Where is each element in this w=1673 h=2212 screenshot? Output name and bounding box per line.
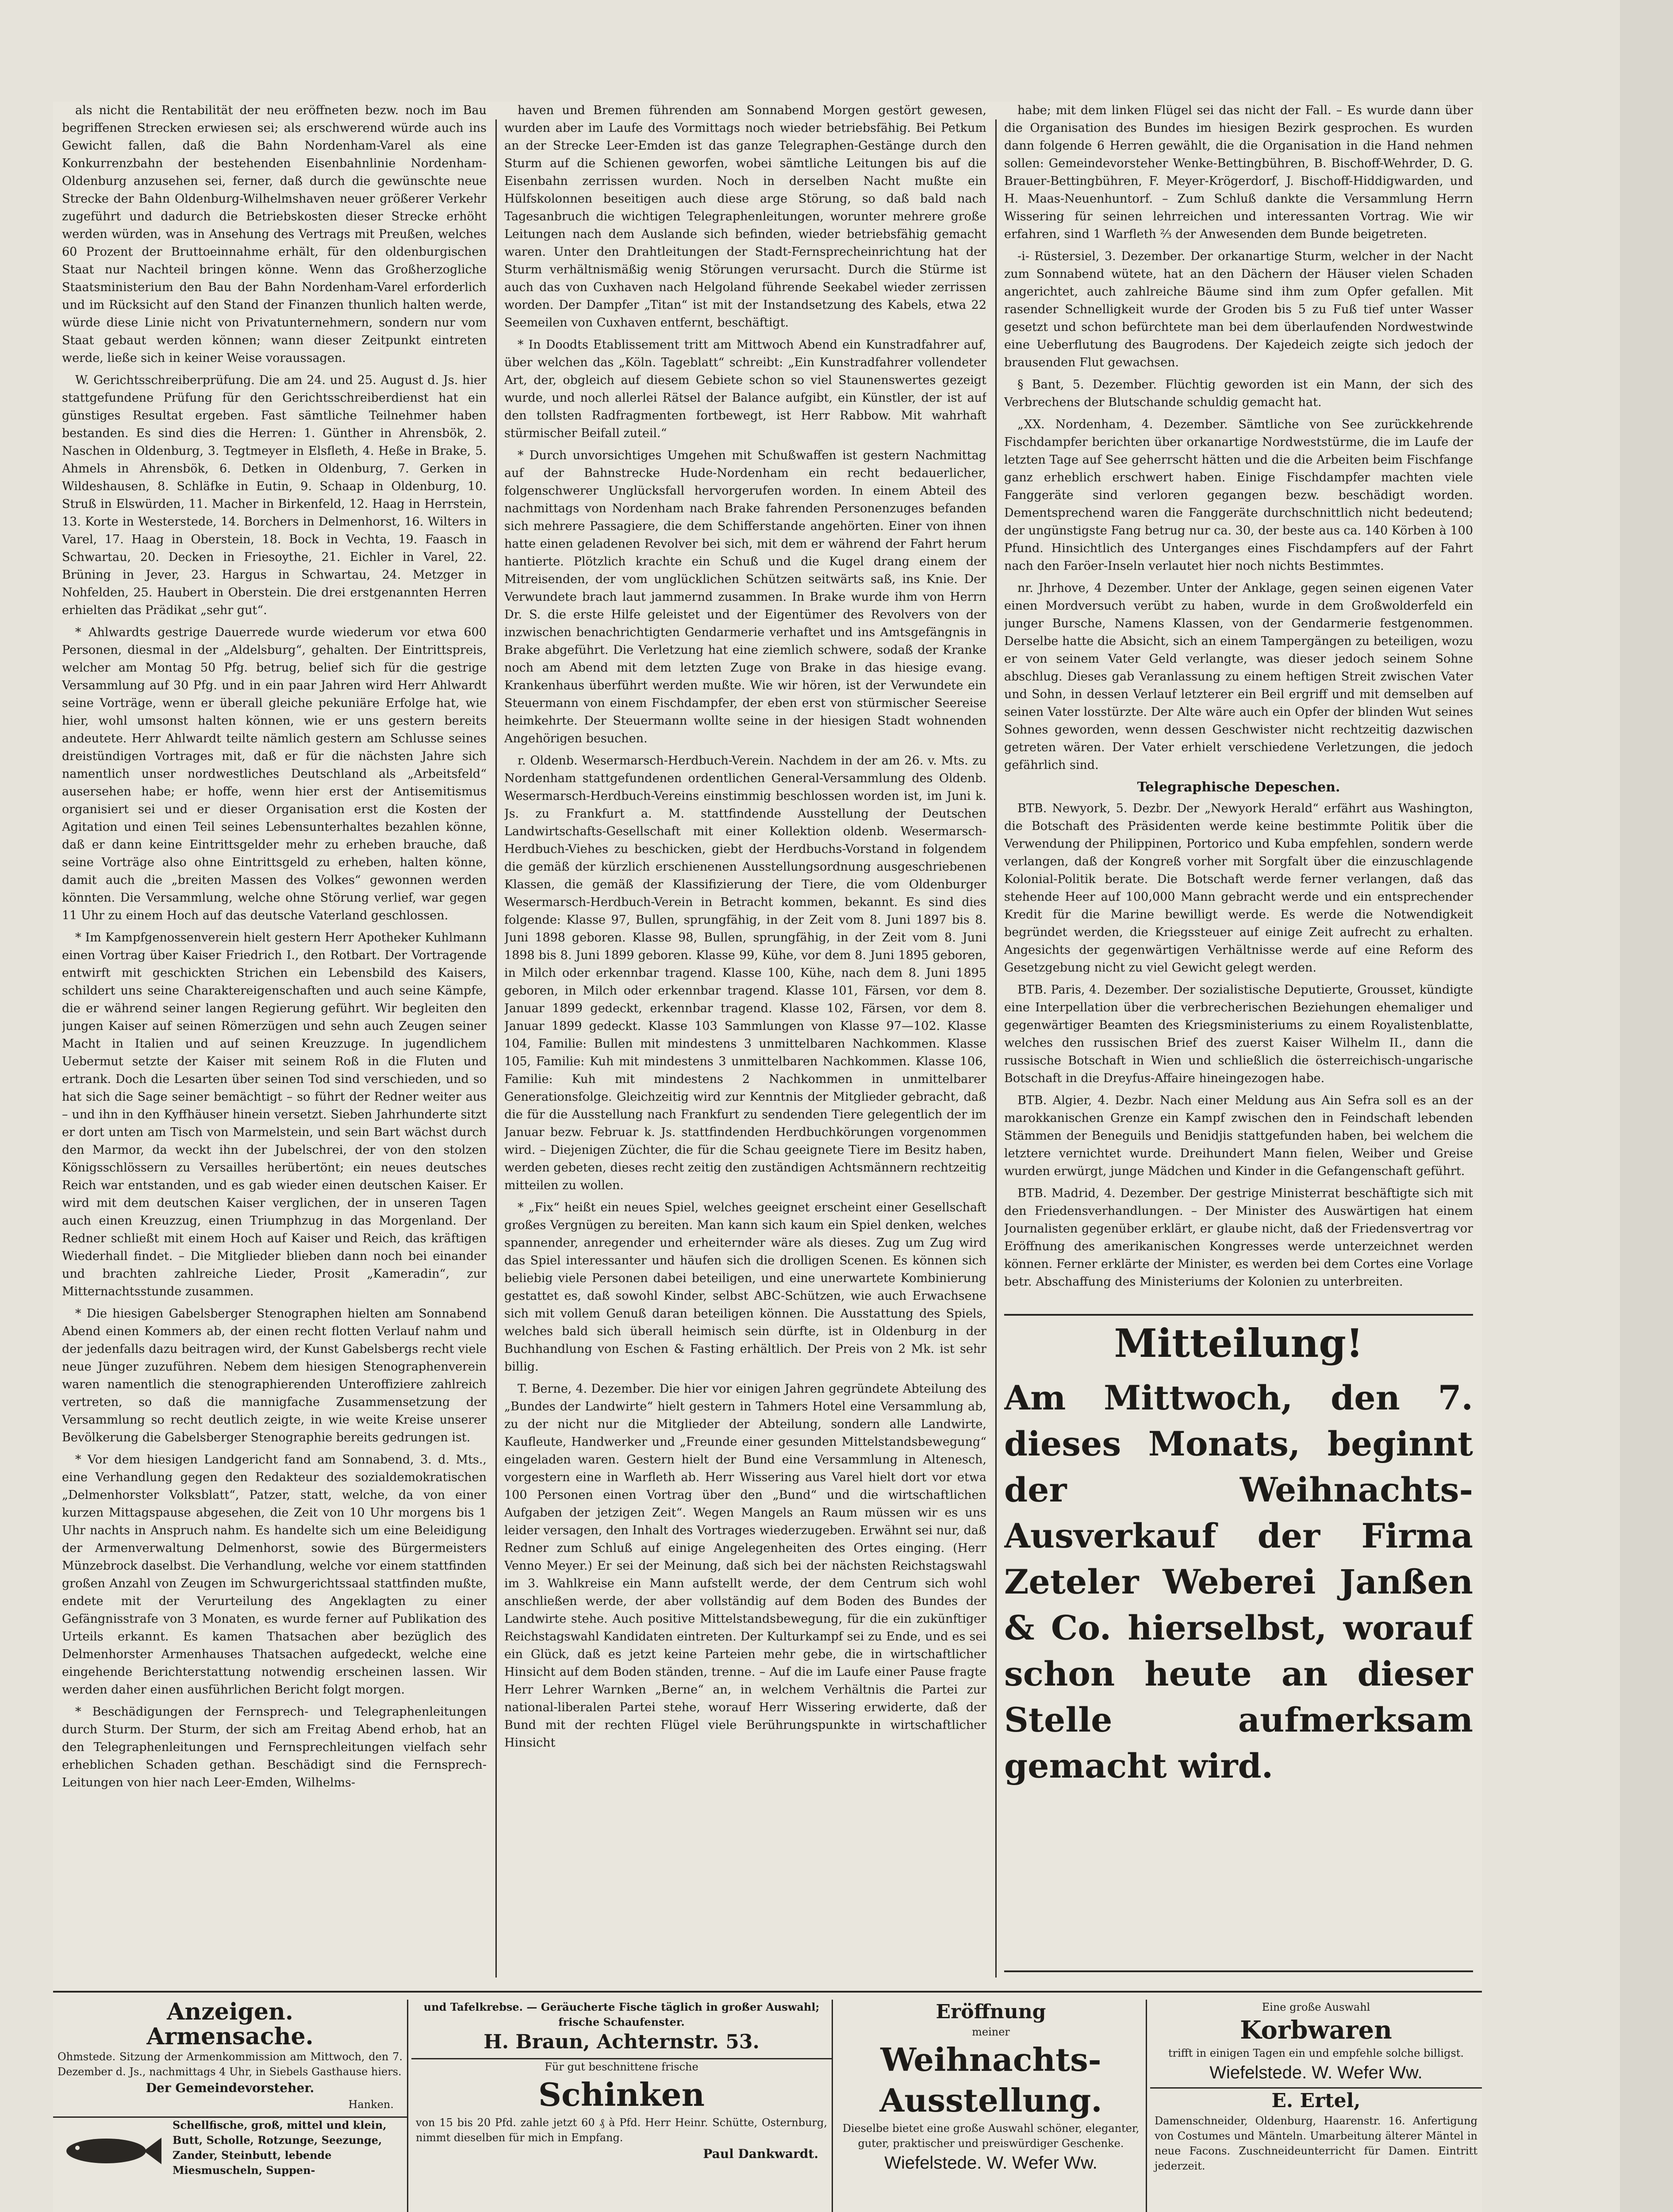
korb-intro: Eine große Auswahl [1262,2001,1370,2013]
article-jhrhove: nr. Jhrhove, 4 Dezember. Unter der Anklage, gegen seinen eigenen Vater einen Mordversuch verübt zu haben, wurde in dem Großwolderfeld ein junger Bursche, Namens Klassen, von der Gendarmerie festgenommen. Derselbe hatte die Absicht, sich an einem Tampergängen zu beteiligen, wozu er von seinem Vater Geld verlangte, was dieser jedoch seinem Sohne abschlug. Dieses gab Veranlassung zu einem heftigen Streit zwischen Vater und Sohn, in dessen Verlauf letzterer ein Beil ergriff und mit demselben auf seinen Vater losstürzte. Der Alte wäre auch ein Opfer der blinden Wut seines Sohnes geworden, wenn dessen Geschwister nicht rechtzeitig dazwischen getreten wären. Der Vater erhielt verschiedene Verletzungen, die jedoch gefährlich sind. [1004,581,1473,772]
article-algier: BTB. Algier, 4. Dezbr. Nach einer Meldung aus Ain Sefra soll es an der marokkanischen Grenze ein Kampf zwischen den in Feindschaft lebenden Stämmen der Beneguils und Benidjis stattgefunden haben, bei welchem die letztere vernichtet wurde. Dreihundert Mann fielen, Weiber und Greise wurden erwürgt, junge Mädchen und Kinder in die Gefangenschaft geführt. [1004,1094,1473,1178]
fish-icon [58,2127,164,2175]
weihnachts-heading: Weihnachts- [880,2041,1101,2078]
mitteilung-title: Mitteilung! [1114,1320,1363,1366]
heading-depeschen: Telegraphische Depeschen. [1137,780,1340,795]
article-paris: BTB. Paris, 4. Dezember. Der sozialistische Deputierte, Grousset, kündigte eine Interpellation über die verbrecherischen Beziehungen ehemaliger und gegenwärtiger Beamten des Kriegsministeriums zu einem Royalistenblatte, welches den russischen Brief des zuerst Kaiser Wilhelm II., dann die russische Botschaft in Wien und schließlich die österreichisch-ungarische Botschaft in die Dreyfus-Affaire hineingezogen habe. [1004,983,1473,1085]
schinken-heading: Schinken [538,2076,705,2113]
mitteilung-box [1004,1314,1473,1972]
fish-text: Schellfische, groß, mittel und klein, Butt, Scholle, Rotzunge, Seezunge, Zander, Steinbutt, lebende Miesmuscheln, Suppen- [173,2119,387,2177]
eroeffnung: Eröffnung [936,2001,1046,2023]
article-stenographen: * Die hiesigen Gabelsberger Stenographen hielten am Sonnabend Abend einen Kommers ab, der einen recht flotten Verlauf nahm und der jedenfalls dazu beitragen wird, der Kunst Gabelsbergs recht viele neue Jünger zuzuführen. Nebem dem hiesigen Stenographenverein waren namentlich die stenographierenden Unteroffiziere zahlreich vertreten, so daß die mannigfache Zusammensetzung der Versammlung so recht deutlich zeigte, in wie weite Kreise unserer Bevölkerung die Gabelsberger Stenographie bereits gedrungen ist. [62,1307,487,1444]
ad-korbwaren [1150,2000,1482,2212]
article-doodt: * In Doodts Etablissement tritt am Mittwoch Abend ein Kunstradfahrer auf, über welchen das „Köln. Tageblatt“ schreibt: „Ein Kunstradfahrer vollendeter Art, der, obgleich auf diesem Gebiete schon so viel Staunenswertes gezeigt wurde, und noch allerlei Rätsel der Balance aufgibt, ein Künstler, der ist auf den tollsten Radfragmenten fortbewegt, ist Herr Rabbow. Mit wahrhaft stürmischer Beifall zuteil.“ [504,338,986,440]
article-bant: § Bant, 5. Dezember. Flüchtig geworden ist ein Mann, der sich des Verbrechens der Blutschande schuldig gemacht hat. [1004,378,1473,409]
armensache-heading: Armensache. [146,2023,314,2050]
article-herdbuch: r. Oldenb. Wesermarsch-Herdbuch-Verein. Nachdem in der am 26. v. Mts. zu Nordenham stattgefundenen ordentlichen General-Versammlung des Oldenb. Wesermarsch-Herdbuch-Vereins einstimmig beschlossen worden ist, im Juni k. Js. zu Frankfurt a. M. stattfindende Ausstellung der Deutschen Landwirtschafts-Gesellschaft mit einer Kollektion oldenb. Wesermarsch-Herdbuch-Viehes zu beschicken, giebt der Herdbuchs-Vorstand in folgendem die gemäß der kürzlich erschienenen Ausstellungsordnung ausgeschriebenen Klassen, die gemäß der Klassifizierung der Tiere, die vom Oldenburger Wesermarsch-Herdbuch-Verein in Betracht kommen, bekannt. Es sind dies folgende: Klasse 97, Bullen, sprungfähig, in der Zeit vom 8. Juni 1897 bis 8. Juni 1898 geboren. Klasse 98, Bullen, sprungfähig, in der Zeit vom 8. Juni 1898 bis 8. Juni 1899 geboren. Klasse 99, Kühe, vor dem 8. Juni 1895 geboren, in Milch oder erkennbar tragend. Klasse 100, Kühe, nach dem 8. Juni 1895 geboren, in Milch oder erkennbar tragend. Klasse 101, Färsen, vor dem 8. Januar 1899 gedeckt, erkennbar tragend. Klasse 102, Färsen, vor dem 8. Januar 1899 gedeckt. Klasse 103 Sammlungen von Klasse 97—102. Klasse 104, Familie: Bullen mit mindestens 3 unmittelbaren Nachkommen. Klasse 105, Familie: Kuh mit mindestens 3 unmittelbaren Nachkommen. Klasse 106, Familie: Kuh mit mindestens 2 Nachkommen in unmittelbarer Generationsfolge. Gleichzeitig wird zur Kenntnis der Mitglieder gebracht, daß die für die Ausstellung nach Frankfurt zu sendenden Tiere gelegentlich der im Januar bezw. Februar k. Js. stattfindenden Herdbuchkörungen vorgenommen wird. – Diejenigen Züchter, die für die Schau geeignete Tiere im Besitz haben, werden gebeten, dieses recht zeitig den zuständigen Achtsmännern rechtzeitig mitteilen zu wollen. [504,754,986,1192]
ausstellung-heading: Ausstellung. [879,2081,1102,2119]
braun-name: H. Braun, Achternstr. 53. [483,2031,760,2053]
ertel-name: E. Ertel, [1150,2087,1482,2113]
article-madrid: BTB. Madrid, 4. Dezember. Der gestrige Ministerrat beschäftigte sich mit den Friedensverhandlungen. – Der Minister des Auswärtigen hat einem Journalisten gegenüber erklärt, er glaube nicht, daß der Friedensvertrag vor Eröffnung des amerikanischen Kongresses werde unterzeichnet werden können. Ferner erklärte der Minister, es werden bei dem Cortes eine Vorlage betr. Abschaffung des Ministeriums der Kolonien zu unterbreiten. [1004,1187,1473,1289]
korb-text: trifft in einigen Tagen ein und empfehle solche billigst. [1168,2047,1464,2059]
page-edge [1620,0,1673,2212]
article-berne: T. Berne, 4. Dezember. Die hier vor einigen Jahren gegründete Abteilung des „Bundes der Landwirte“ hielt gestern in Tahmers Hotel eine Versammlung ab, zu der nicht nur die Mitglieder der Abteilung, sondern alle Landwirte, Kaufleute, Handwerker und „Freunde einer gesunden Mittelstandsbewegung“ eingeladen waren. Gestern hielt der Bund eine Versammlung in Altenesch, vorgestern eine in Warfleth ab. Herr Wissering aus Varel hielt dort vor etwa 100 Personen einen Vortrag über den „Bund“ und die wirtschaftlichen Aufgaben der jetzigen Zeit“. Wegen Mangels an Raum müssen wir es uns leider versagen, den Inhalt des Vortrages wiederzugeben. Erwähnt sei nur, daß Redner zum Schluß auf einige Angelegenheiten des Ortes einging. (Herr Venno Meyer.) Er sei der Meinung, daß sich bei der nächsten Reichstagswahl im 3. Wahlkreise ein Mann aufstellt werde, der dem Centrum sich wohl anschließen werde, der aber vollständig auf dem Boden des Bundes der Landwirte stehe. Auch positive Mittelstandsbewegung, für die ein zukünftiger Reichstagswahl Kandidaten eintreten. Der Kulturkampf sei zu Ende, und es sei ein Glück, daß es jetzt keine Parteien mehr gebe, die in wirtschaftlicher Hinsicht auf dem Boden ständen, trenne. – Auf die im Laufe einer Pause fragte Herr Lehrer Warnken „Berne“ an, in welchem Verhältnis die Partei zur national-liberalen Partei stehe, worauf Herr Wissering erwiderte, daß der Bund mit der rechten Flügel viele Berührungspunkte in wirtschaftlicher Hinsicht [504,1382,986,1750]
gemeindevorsteher: Der Gemeindevorsteher. [146,2081,315,2095]
article-nordenham: „XX. Nordenham, 4. Dezember. Sämtliche von See zurückkehrende Fischdampfer berichten über orkanartige Nordweststürme, die im Laufe der letzten Tage auf See geherrscht hätten und die die Arbeiten beim Fischfange ganz erheblich erschwert haben. Einige Fischdampfer machten viele Fanggeräte sind verloren gegangen bezw. beschädigt worden. Dementsprechend waren die Fanggeräte durchschnittlich nicht bedeutend; der ungünstigste Fang betrug nur ca. 30, der beste aus ca. 140 Körben à 100 Pfund. Hinsichtlich des Unterganges eines Fischdampfers auf der Fahrt nach den Faröer-Inseln verlautet hier noch nichts Bestimmtes. [1004,418,1473,573]
article-schusswaffen: * Durch unvorsichtiges Umgehen mit Schußwaffen ist gestern Nachmittag auf der Bahnstrecke Hude-Nordenham ein recht bedauerlicher, folgenschwerer Unglücksfall hervorgerufen worden. In einem Abteil des nachmittags von Nordenham nach Brake fahrenden Personenzuges befanden sich mehrere Passagiere, die dem Schifferstande angehörten. Einer von ihnen hatte einen geladenen Revolver bei sich, mit dem er während der Fahrt herum hantierte. Plötzlich krachte ein Schuß und die Kugel drang einem der Mitreisenden, der vom unglücklichen Schützen seitwärts saß, ins Knie. Der Verwundete brach laut jammernd zusammen. In Brake wurde ihm von Herrn Dr. S. die erste Hilfe geleistet und der Eigentümer des Revolvers von der inzwischen benachrichtigten Gendarmerie verhaftet und ins Amtsgefängnis in Brake abgeführt. Die Verletzung hat eine ziemlich schwere, sodaß der Kranke noch am Abend mit dem letzten Zuge von Brake in das hiesige evang. Krankenhaus überführt werden mußte. Wie wir hören, ist der Verwundete ein Steuermann von einem Fischdampfer, der eben erst von stürmischer Seereise heimkehrte. Der Steuermann wollte seine in der hiesigen Stadt wohnenden Angehörigen besuchen. [504,449,986,745]
article-kampfgenossen: * Im Kampfgenossenverein hielt gestern Herr Apotheker Kuhlmann einen Vortrag über Kaiser Friedrich I., den Rotbart. Der Vortragende entwirft mit geschickten Strichen ein Lebensbild des Kaisers, schildert uns seine Charaktereigenschaften und auch seine Kämpfe, die er während seiner langen Regierung geführt. Wir begleiten den jungen Kaiser auf seinen Römerzügen und sehn auch Zeugen seiner Macht in Italien und auf seinen Kreuzzuge. In jugendlichem Uebermut setzte der Kaiser mit seinem Roß in die Fluten und ertrank. Doch die Lesarten über seinen Tod sind verschieden, und so hat sich die Sage seiner bemächtigt – so führt der Redner weiter aus – und ihn in den Kyffhäuser hinein versetzt. Sieben Jahrhunderte sitzt er dort unten am Tisch von Marmelstein, und sein Bart wächst durch den Marmor, da weckt ihn der Jubelschrei, der von den stolzen Königsschlössern zu Versailles herübertönt; ein neues deutsches Reich war entstanden, und es gab wieder einen deutschen Kaiser. Er wird mit dem deutschen Kaiser verglichen, der in unseren Tagen auch einen Kreuzzug, einen Triumphzug in das Morgenland. Der Redner schließt mit einem Hoch auf Kaiser und Reich, das kräftigen Wiederhall findet. – Die Mitglieder blieben dann noch bei einander und brachten zahlreiche Lieder, Prosit „Kameradin“, zur Mitternachtsstunde zusammen. [62,931,487,1298]
column-2 [504,102,986,1986]
article-bahn: als nicht die Rentabilität der neu eröffneten bezw. noch im Bau begriffenen Strecken erwiesen sei; als erschwerend würde auch ins Gewicht fallen, daß die Bahn Nordenham-Varel als eine Konkurrenzbahn der bestehenden Eisenbahnlinie Nordenham-Oldenburg anzusehen sei, ferner, daß durch die gewünschte neue Strecke der Bahn Oldenburg-Wilhelmshaven neuer größerer Verkehr zugeführt und dadurch die Betriebskosten dieser Strecke erhöht werden würden, was in Ansehung des Vertrags mit Preußen, welches 60 Prozent der Bruttoeinnahme erhält, für den oldenburgischen Staat nur Nachteil bringen könne. Wenn das Großherzogliche Staatsministerium den Bau der Bahn Nordenham-Varel erforderlich und im Rücksicht auf den Stand der Finanzen thunlich halten werde, würde diese Linie nicht von Privatunternehmern, sondern nur vom Staat gebaut werden können; wann dieser Zeitpunkt eintreten werde, ließe sich in keiner Weise voraussagen. [62,104,487,365]
newspaper-page [53,102,1482,2212]
mitteilung-text: Am Mittwoch, den 7. dieses Monats, beginnt der Weihnachts-Ausverkauf der Firma Zeteler Weberei Janßen & Co. hierselbst, worauf schon heute an dieser Stelle aufmerksam gemacht wird. [1004,1378,1473,1786]
dankwardt: Paul Dankwardt. [703,2147,818,2161]
article-landgericht: * Vor dem hiesigen Landgericht fand am Sonnabend, 3. d. Mts., eine Verhandlung gegen den Redakteur des sozialdemokratischen „Delmenhorster Volksblatt“, Patzer, statt, welche, da von einer kurzen Mittagspause abgesehen, die Zeit von 10 Uhr morgens bis 1 Uhr nachts in Anspruch nahm. Es handelte sich um eine Beleidigung der Armenverwaltung Delmenhorst, sowie des Bürgermeisters Münzebrock daselbst. Die Verhandlung, welche vor einem stattfinden großen Anzahl von Zeugen im Schwurgerichtssaal stattfinden mußte, endete mit der Verurteilung des Angeklagten zu einer Gefängnisstrafe von 3 Monaten, es wurde ferner auf Publikation des Urteils erkannt. Es kamen Thatsachen aber bezüglich des Delmenhorster Armenhauses Thatsachen aufgedeckt, welche eine eingehende Berichterstattung notwendig erscheinen lassen. Wir werden daher einen ausführlichen Bericht folgt morgen. [62,1453,487,1697]
ad-weihnachts-ausstellung [836,2000,1147,2212]
wefer-signature-2: Wiefelstede. W. Wefer Ww. [1209,2063,1423,2082]
ad-braun-schinken [411,2000,833,2212]
ertel-text: Damenschneider, Oldenburg, Haarenstr. 16. Anfertigung von Costumes und Mänteln. Umarbeitung älterer Mäntel in neue Facons. Zuschneideunterricht für Damen. Eintritt jederzeit. [1155,2115,1477,2172]
article-newyork: BTB. Newyork, 5. Dezbr. Der „Newyork Herald“ erfährt aus Washington, die Botschaft des Präsidenten werde keine bestimmte Politik über die Verwendung der Philippinen, Portorico und Kuba empfehlen, sondern werde verlangen, daß der Kongreß vorher mit Sorgfalt über die einzuschlagende Kolonial-Politik berate. Die Botschaft werde ferner verlangen, daß das stehende Heer auf 100,000 Mann gebracht werde und ein entsprechender Kredit für die Marine bewilligt werde. Es werde die Notwendigkeit begründet werden, die Kriegssteuer auf einige Zeit aufrecht zu erhalten. Angesichts der gegenwärtigen Verhältnisse werde auf eine Reform des Gesetzgebung nicht zu viel Gewicht gelegt werden. [1004,802,1473,975]
article-ahlwardt: * Ahlwardts gestrige Dauerrede wurde wiederum vor etwa 600 Personen, diesmal in der „Aldelsburg“, gehalten. Der Eintrittspreis, welcher am Montag 50 Pfg. betrug, belief sich für die gestrige Versammlung auf 30 Pfg. und in ein paar Jahren wird Herr Ahlwardt seine Vorträge, wenn er überall gleiche pekuniäre Erfolge hat, wie hier, wohl umsonst halten können, wie er uns gestern bereits andeutete. Herr Ahlwardt teilte nämlich gestern am Schlusse seines dreistündigen Vortrages mit, daß er für die nächsten Jahre sich namentlich unser nordwestliches Deutschland als „Arbeitsfeld“ ausersehen habe; er hoffe, wenn hier erst der Antisemitismus organisiert sei und er dieser Organisation erst die Kosten der Agitation und einen Teil seines Lebensunterhaltes bezahlen könne, daß er dann keine Eintrittsgelder mehr zu erheben brauche, daß seine Vorträge also ohne Eintrittsgeld zu erheben, halten könne, damit auch die „breiten Massen des Volkes“ gewonnen werden könnten. Die Versammlung, welche ohne Störung verlief, war gegen 11 Uhr zu einem Hoch auf das deutsche Vaterland geschlossen. [62,626,487,922]
ausstellung-text: Dieselbe bietet eine große Auswahl schöner, eleganter, guter, praktischer und preiswürdiger Geschenke. [842,2122,1140,2150]
hanken: Hanken. [348,2098,394,2111]
anzeigen-heading: Anzeigen. [167,2000,293,2025]
article-telegraph-cont: haven und Bremen führenden am Sonnabend Morgen gestört gewesen, wurden aber im Laufe des Vormittags noch wieder betriebsfähig. Bei Petkum an der Strecke Leer-Emden ist das ganze Telegraphen-Gestänge durch den Sturm auf die Schienen geworfen, wobei sämtliche Leitungen bis auf die Eisenbahn zerrissen wurden. Noch in derselben Nacht mußte ein Hülfskolonnen beseitigen auch diese arge Störung, so daß bald nach Tagesanbruch die wichtigen Telegraphenleitungen, worunter mehrere große Leitungen nach dem Auslande sich befinden, wieder betriebsfähig gemacht waren. Unter den Drahtleitungen der Stadt-Fernsprecheinrichtung hat der Sturm verhältnismäßig wenig Störungen verursacht. Durch die Stürme ist auch das von Cuxhaven nach Helgoland führende Seekabel wieder zerrissen worden. Der Dampfer „Titan“ ist mit der Instandsetzung des Kabels, etwa 22 Seemeilen von Cuxhaven entfernt, beschäftigt. [504,104,986,330]
ad-armensache [53,2000,408,2212]
wefer-signature: Wiefelstede. W. Wefer Ww. [884,2153,1097,2173]
article-gerichtsschreiber: W. Gerichtsschreiberprüfung. Die am 24. und 25. August d. Js. hier stattgefundene Prüfung für den Gerichtsschreiberdienst hat ein günstiges Resultat ergeben. Fast sämtliche Teilnehmer haben bestanden. Es sind dies die Herren: 1. Günther in Ahrensbök, 2. Naschen in Oldenburg, 3. Tegtmeyer in Elsfleth, 4. Heße in Brake, 5. Ahmels in Ahrensbök, 6. Detken in Oldenburg, 7. Gerken in Wildeshausen, 8. Schläfke in Eutin, 9. Schaap in Oldenburg, 10. Struß in Elswürden, 11. Macher in Birkenfeld, 12. Haag in Herrstein, 13. Korte in Westerstede, 14. Borchers in Delmenhorst, 16. Wilters in Varel, 17. Haag in Oberstein, 18. Bock in Vechta, 19. Faasch in Schwartau, 20. Decken in Friesoythe, 21. Eichler in Varel, 22. Brüning in Jever, 23. Hargus in Schwartau, 24. Metzger in Nohfelden, 25. Haubert in Oberstein. Die drei erstgenannten Herren erhielten das Prädikat „sehr gut“. [62,373,487,617]
column-rule [495,119,497,1978]
schinken-text: von 15 bis 20 Pfd. zahle jetzt 60 ₰ à Pfd. Herr Heinr. Schütte, Osternburg, nimmt dieselben für mich in Empfang. [416,2116,827,2144]
ads-top-rule [53,1991,1482,1993]
article-ruestersiel: -i- Rüstersiel, 3. Dezember. Der orkanartige Sturm, welcher in der Nacht zum Sonnabend wütete, hat an den Dächern der Häuser vielen Schaden angerichtet, auch zahlreiche Bäume sind ihm zum Opfer gefallen. Mit rasender Schnelligkeit wurde der Groden bis 5 zu Fuß tief unter Wasser gesetzt und schon befürchtete man bei dem überlaufenden Nordwestwinde eine Ueberflutung des Baugrodens. Der Kajedeich zeigte sich jedoch der brausenden Flut gewachsen. [1004,250,1473,369]
korbwaren-heading: Korbwaren [1240,2016,1392,2045]
ohmstede-text: Ohmstede. Sitzung der Armenkommission am Mittwoch, den 7. Dezember d. Js., nachmittags 4 Uhr, in Siebels Gasthause hiers. [58,2051,403,2078]
schinken-intro: Für gut beschnittene frische [411,2058,832,2074]
column-1 [62,102,487,1986]
meiner: meiner [972,2026,1010,2038]
article-berne-cont: habe; mit dem linken Flügel sei das nicht der Fall. – Es wurde dann über die Organisation des Bundes im hiesigen Bezirk gesprochen. Es wurden dann folgende 6 Herren gewählt, die die Organisation in die Hand nehmen sollen: Gemeindevorsteher Wenke-Bettingbühren, B. Bischoff-Wehrder, D. G. Brauer-Bettingbühren, F. Meyer-Krögerdorf, J. Bischoff-Hiddigwarden, und H. Maas-Neuenhuntorf. – Zum Schluß dankte die Versammlung Herrn Wissering für seinen lehrreichen und interessanten Vortrag. Wie wir erfahren, sind 1 Warfleth ⅔ der Anwesenden dem Bunde beigetreten. [1004,104,1473,241]
column-3 [1004,102,1473,1305]
article-telegraph: * Beschädigungen der Fernsprech- und Telegraphenleitungen durch Sturm. Der Sturm, der sich am Freitag Abend erhob, hat an den Telegraphenleitungen und Fernsprechleitungen vielfach sehr erheblichen Schaden gethan. Beschädigt sind die Fernsprech-Leitungen von hier nach Leer-Emden, Wilhelms- [62,1705,487,1790]
braun-top-text: und Tafelkrebse. — Geräucherte Fische täglich in großer Auswahl; frische Schaufenster. [423,2001,820,2028]
column-rule [995,119,997,1978]
article-fix: * „Fix“ heißt ein neues Spiel, welches geeignet erscheint einer Gesellschaft großes Vergnügen zu bereiten. Man kann sich kaum ein Spiel denken, welches spannender, anregender und erheiternder wäre als dieses. Zug um Zug wird das Spiel interessanter und häufen sich die drolligen Scenen. Es können sich beliebig viele Personen dabei beteiligen, und eine unerwartete Kombinierung gestattet es, daß sowohl Kinder, selbst ABC-Schützen, wie auch Erwachsene sich mit vollem Genuß daran beteiligen können. Die Ausstattung des Spiels, welches bald sich überall heimisch sein dürfte, ist in Oldenburg in der Buchhandlung von Eschen & Fasting erhältlich. Der Preis von 2 Mk. ist sehr billig. [504,1201,986,1374]
